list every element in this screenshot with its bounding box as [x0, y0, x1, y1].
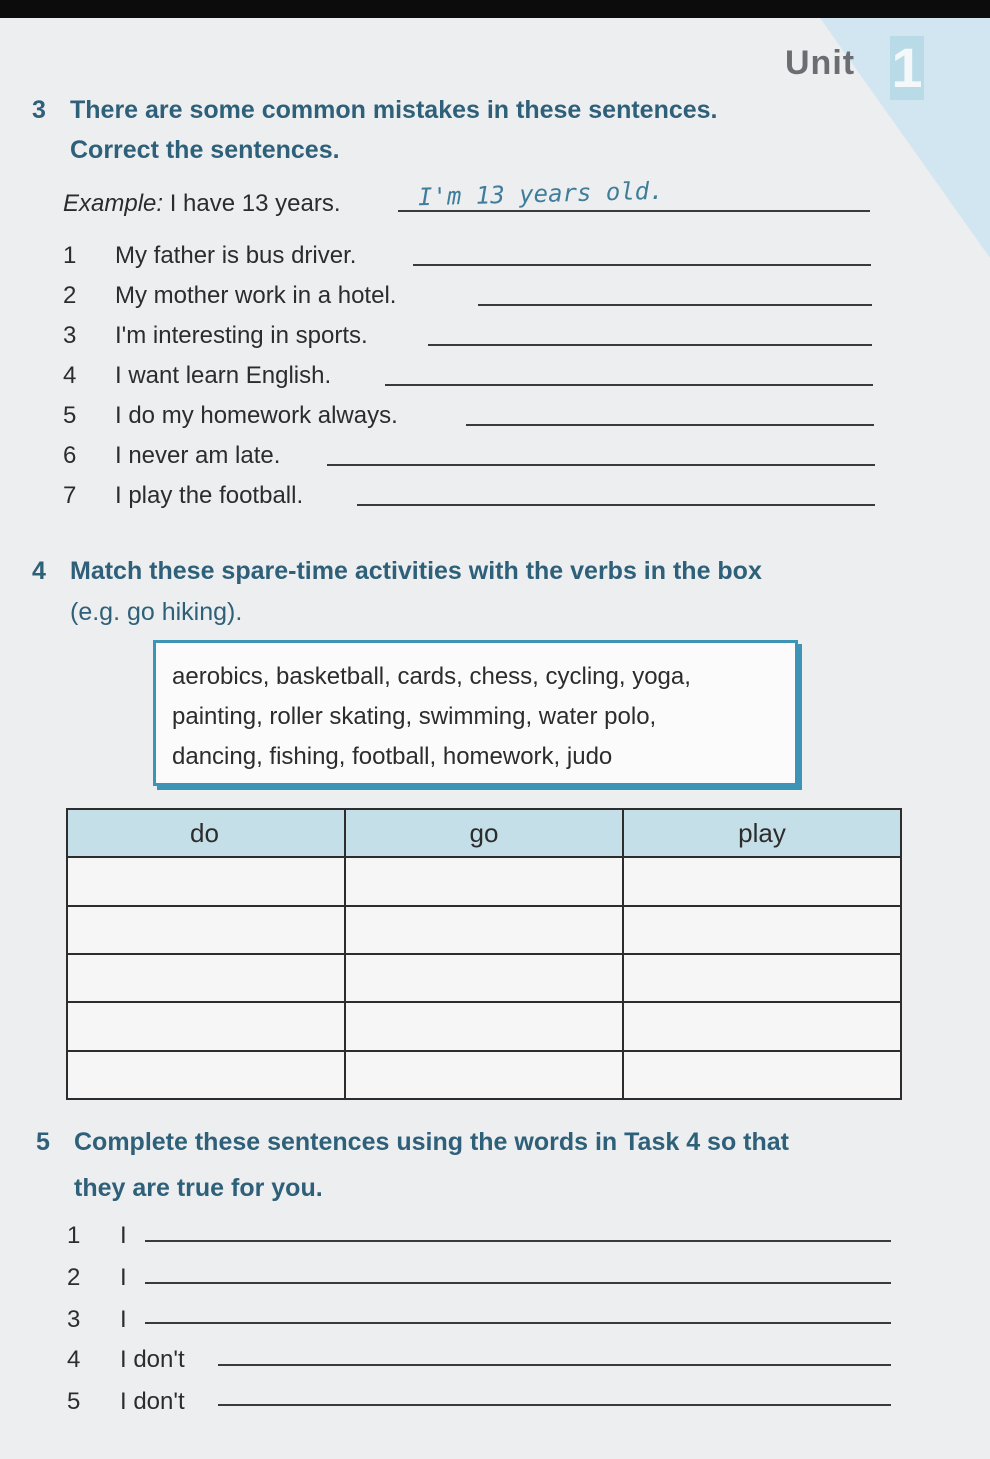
table-row: [67, 857, 901, 905]
item-start: I don't: [120, 1346, 185, 1373]
column-header-play: play: [623, 809, 901, 857]
item-sentence: I do my homework always.: [115, 402, 398, 429]
task3-title-line2: Correct the sentences.: [70, 136, 340, 164]
table-cell[interactable]: [623, 906, 901, 954]
task5-heading: [36, 1122, 789, 1162]
verb-table: [66, 808, 902, 1100]
task4-number: 4: [32, 557, 46, 585]
item-number: 6: [63, 442, 77, 469]
table-cell[interactable]: [67, 906, 345, 954]
table-row: [67, 954, 901, 1002]
answer-line[interactable]: [428, 344, 872, 346]
table-cell[interactable]: [623, 857, 901, 905]
task5-title-line2: they are true for you.: [74, 1174, 323, 1202]
task4-title-line2: (e.g. go hiking).: [70, 598, 243, 626]
answer-line[interactable]: [145, 1282, 891, 1284]
item-number: 1: [63, 242, 77, 269]
answer-line[interactable]: [218, 1364, 891, 1366]
item-number: 5: [67, 1388, 81, 1415]
word-box-line: aerobics, basketball, cards, chess, cycling, yoga,: [172, 663, 691, 690]
table-cell[interactable]: [345, 954, 623, 1002]
unit-label: Unit: [785, 44, 856, 82]
table-cell[interactable]: [67, 1002, 345, 1050]
item-sentence: I'm interesting in sports.: [115, 322, 368, 349]
example-row: [63, 190, 340, 218]
item-sentence: I want learn English.: [115, 362, 332, 389]
task4-title-line1: Match these spare-time activities with the verbs in the box: [70, 557, 762, 585]
table-cell[interactable]: [623, 954, 901, 1002]
example-answer: I'm 13 years old.: [417, 176, 664, 212]
item-number: 4: [63, 362, 77, 389]
item-number: 2: [63, 282, 77, 309]
example-sentence: I have 13 years.: [169, 190, 341, 217]
answer-line[interactable]: [357, 504, 875, 506]
item-sentence: I never am late.: [115, 442, 281, 469]
task5-number: 5: [36, 1128, 50, 1156]
item-start: I: [120, 1264, 127, 1291]
word-box-line: painting, roller skating, swimming, water polo,: [172, 703, 657, 730]
example-label: Example:: [63, 190, 164, 217]
item-start: I: [120, 1222, 127, 1249]
item-number: 4: [67, 1346, 81, 1373]
item-sentence: I play the football.: [115, 482, 304, 509]
column-header-do: do: [67, 809, 345, 857]
unit-number: 1: [891, 36, 923, 99]
table-cell[interactable]: [67, 857, 345, 905]
answer-line[interactable]: [327, 464, 875, 466]
table-row: [67, 1002, 901, 1050]
answer-line[interactable]: [145, 1322, 891, 1324]
table-cell[interactable]: [345, 1002, 623, 1050]
table-cell[interactable]: [623, 1002, 901, 1050]
item-number: 3: [67, 1306, 81, 1333]
answer-line[interactable]: [218, 1404, 891, 1406]
table-header-row: [67, 809, 901, 857]
answer-line[interactable]: [466, 424, 874, 426]
table-cell[interactable]: [345, 857, 623, 905]
table-row: [67, 1051, 901, 1099]
item-number: 7: [63, 482, 77, 509]
table-cell[interactable]: [67, 954, 345, 1002]
word-box: [153, 640, 798, 786]
answer-line[interactable]: [385, 384, 873, 386]
item-sentence: My father is bus driver.: [115, 242, 357, 269]
answer-line[interactable]: [145, 1240, 891, 1242]
item-start: I don't: [120, 1388, 185, 1415]
column-header-go: go: [345, 809, 623, 857]
item-number: 5: [63, 402, 77, 429]
table-cell[interactable]: [67, 1051, 345, 1099]
table-cell[interactable]: [345, 1051, 623, 1099]
word-box-line: dancing, fishing, football, homework, judo: [172, 743, 613, 770]
example-answer-line: [398, 210, 870, 212]
task3-heading: [32, 90, 718, 130]
item-start: I: [120, 1306, 127, 1333]
task3-number: 3: [32, 96, 46, 124]
item-number: 2: [67, 1264, 81, 1291]
answer-line[interactable]: [413, 264, 871, 266]
table-cell[interactable]: [345, 906, 623, 954]
item-number: 1: [67, 1222, 81, 1249]
answer-line[interactable]: [478, 304, 872, 306]
task5-title-line1: Complete these sentences using the words in Task 4 so that: [74, 1128, 789, 1156]
table-cell[interactable]: [623, 1051, 901, 1099]
item-sentence: My mother work in a hotel.: [115, 282, 397, 309]
item-number: 3: [63, 322, 77, 349]
task3-title-line1: There are some common mistakes in these sentences.: [70, 96, 718, 124]
task4-heading: [32, 551, 762, 591]
table-row: [67, 906, 901, 954]
workbook-page: [0, 18, 990, 1459]
